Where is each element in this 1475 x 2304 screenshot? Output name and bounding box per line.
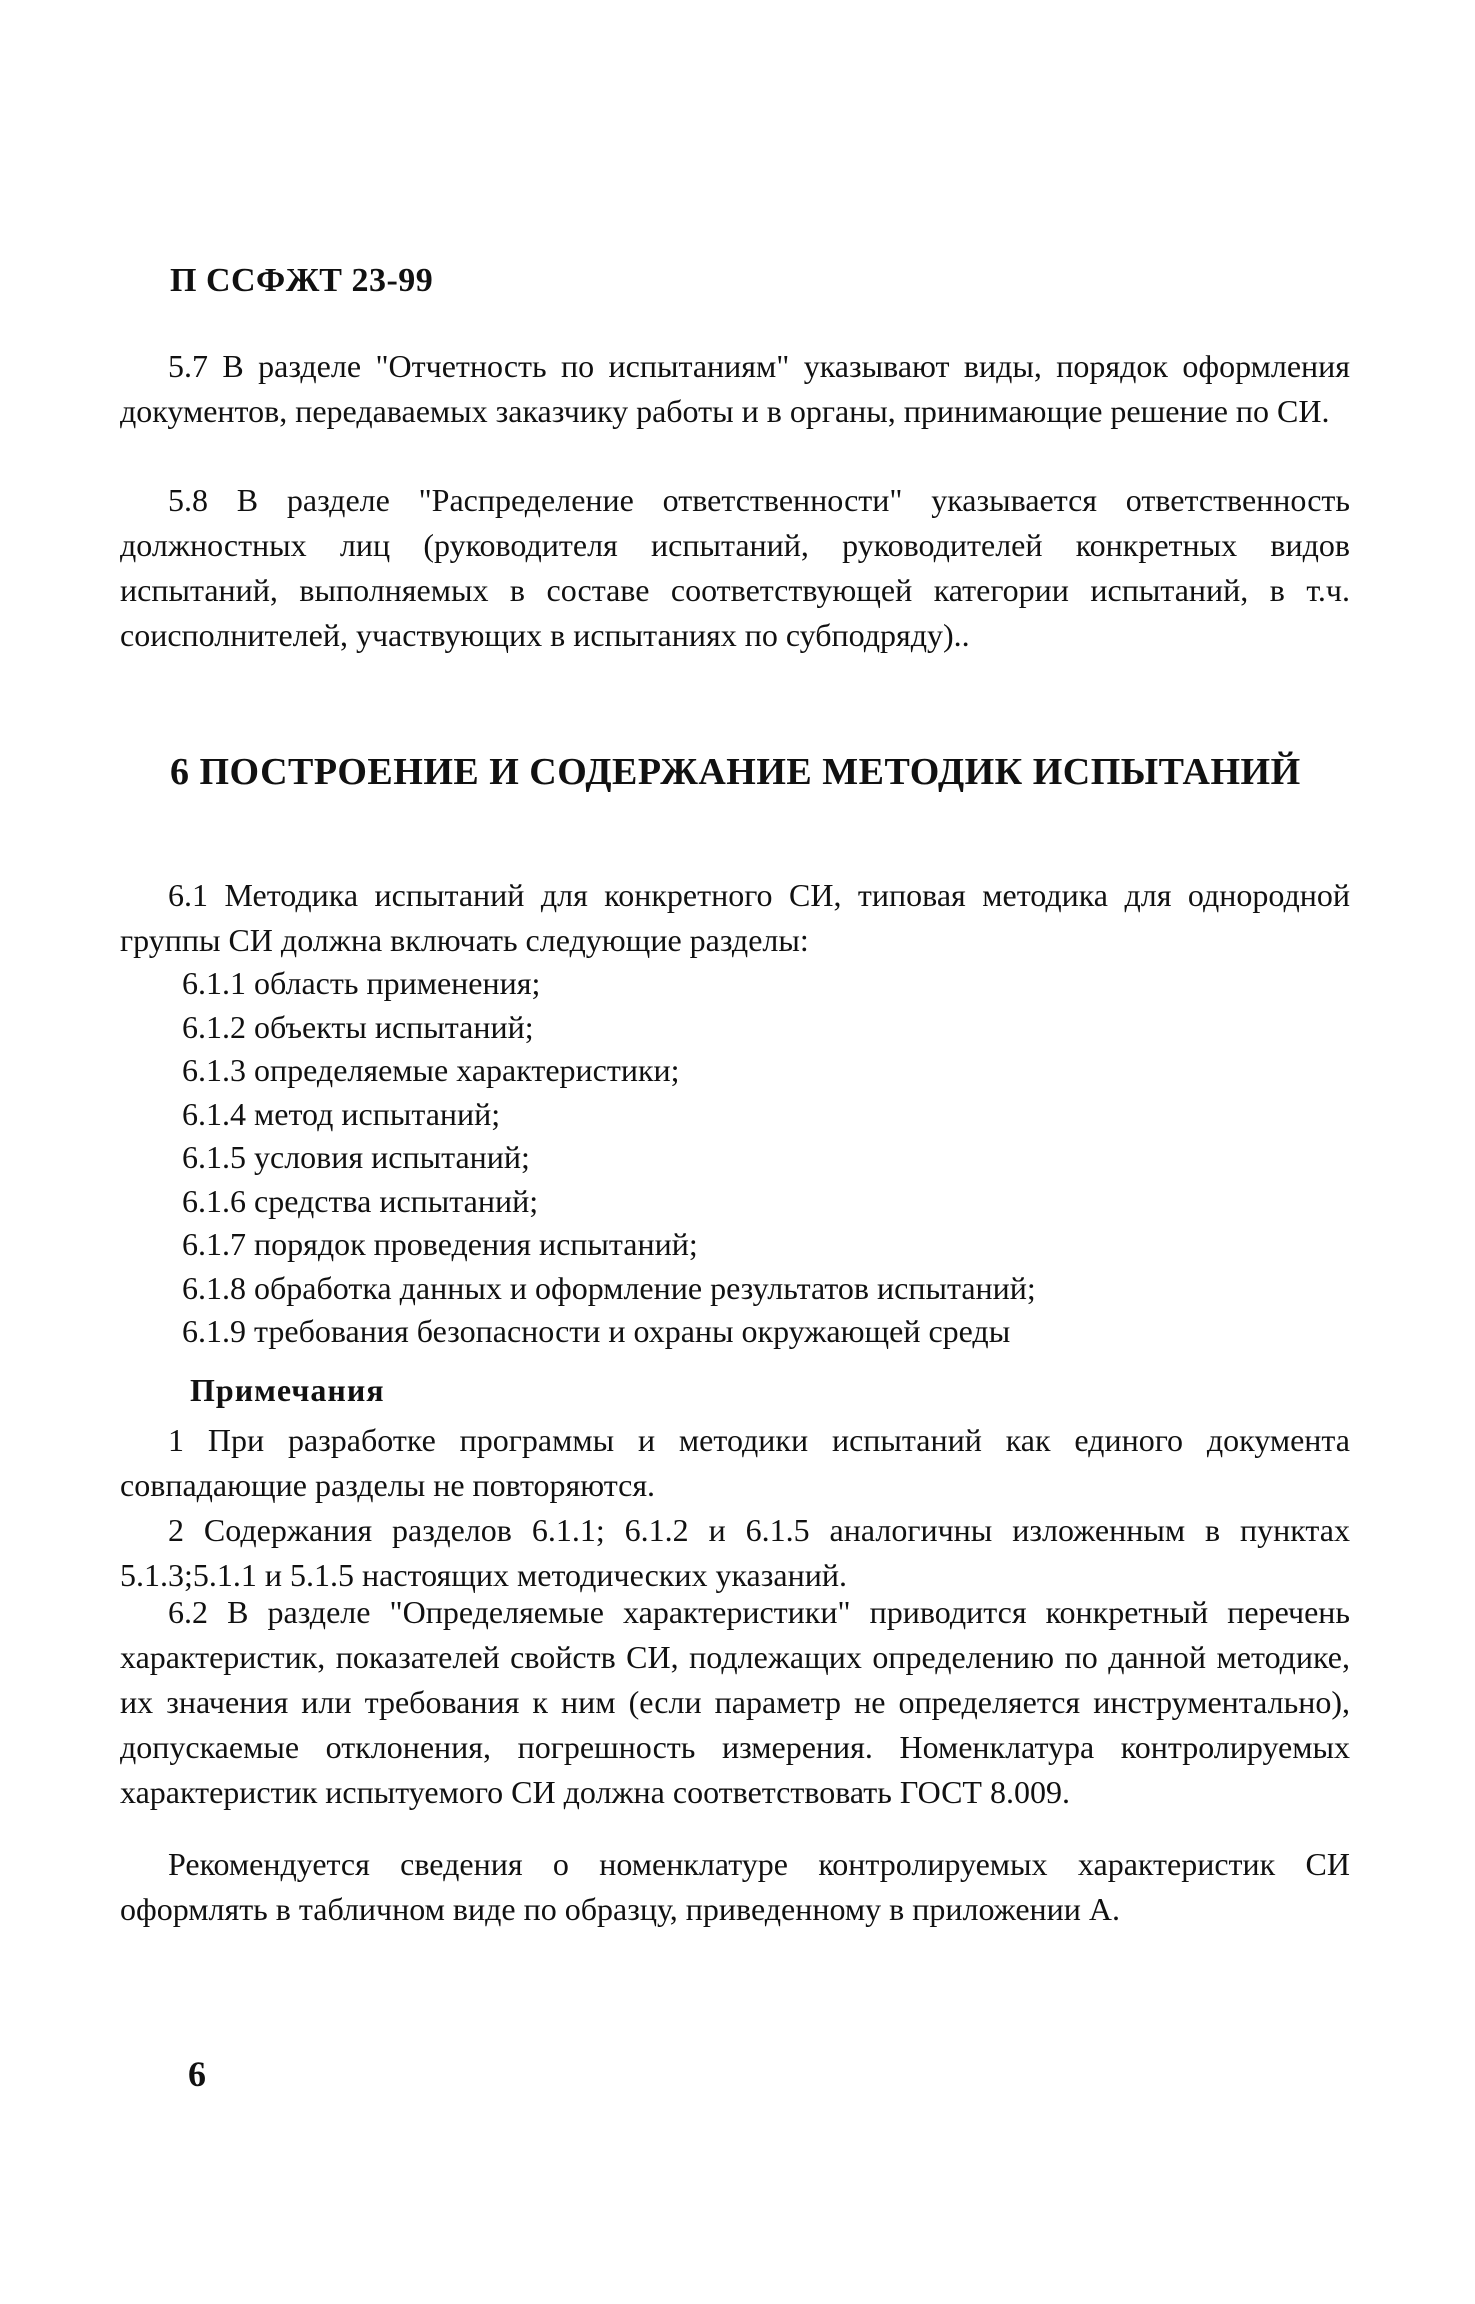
recommendation-text: Рекомендуется сведения о номенклатуре контролируемых характеристик СИ оформлять в табличном виде по образцу, приведенному в приложении А. — [120, 1846, 1350, 1927]
list-item: 6.1.1 область применения; — [182, 965, 541, 1001]
list-item: 6.1.4 метод испытаний; — [182, 1095, 501, 1132]
paragraph-6-1-text: 6.1 Методика испытаний для конкретного СИ, типовая методика для однородной группы СИ должна включать следующие разделы: — [120, 877, 1350, 958]
note-2 — [120, 1508, 1350, 1598]
notes-title: Примечания — [190, 1372, 385, 1408]
recommendation-paragraph — [120, 1842, 1350, 1932]
paragraph-5-7-text: 5.7 В разделе "Отчетность по испытаниям" указывают виды, порядок оформления документов, передаваемых заказчику работы и в органы, принимающие решение по СИ. — [120, 348, 1350, 429]
note-2-text: 2 Содержания разделов 6.1.1; 6.1.2 и 6.1.5 аналогичны изложенным в пунктах 5.1.3;5.1.1 и 5.1.5 настоящих методических указаний. — [120, 1512, 1350, 1593]
paragraph-5-8 — [120, 478, 1350, 658]
list-item: 6.1.6 средства испытаний; — [182, 1182, 539, 1219]
list-item: 6.1.5 условия испытаний; — [182, 1139, 530, 1175]
list-item: 6.1.8 обработка данных и оформление результатов испытаний; — [182, 1269, 1036, 1306]
paragraph-5-7 — [120, 344, 1350, 434]
section-6-heading: 6 ПОСТРОЕНИЕ И СОДЕРЖАНИЕ МЕТОДИК ИСПЫТАНИЙ — [170, 751, 1301, 793]
note-1 — [120, 1418, 1350, 1508]
paragraph-5-8-text: 5.8 В разделе "Распределение ответственности" указывается ответственность должностных лиц (руководителя испытаний, руководителей конкретных видов испытаний, выполняемых в составе соответствующей категории испытаний, в т.ч. соисполнителей, участвующих в испытаниях по субподряду).. — [120, 482, 1350, 653]
required-sections-list — [182, 962, 1036, 1354]
list-item: 6.1.2 объекты испытаний; — [182, 1008, 534, 1045]
page-number: 6 — [188, 2054, 206, 2094]
paragraph-6-1 — [120, 873, 1350, 963]
paragraph-6-2-text: 6.2 В разделе "Определяемые характеристики" приводится конкретный перечень характеристик, показателей свойств СИ, подлежащих определению по данной методике, их значения или требования к ним (если параметр не определяется инструментально), допускаемые отклонения, погрешность измерения. Номенклатура контролируемых характеристик испытуемого СИ должна соответствовать ГОСТ 8.009. — [120, 1594, 1350, 1810]
list-item: 6.1.7 порядок проведения испытаний; — [182, 1226, 698, 1262]
paragraph-6-2 — [120, 1590, 1350, 1815]
note-1-text: 1 При разработке программы и методики испытаний как единого документа совпадающие разделы не повторяются. — [120, 1422, 1350, 1503]
document-code-header: П ССФЖТ 23-99 — [170, 262, 434, 299]
list-item: 6.1.9 требования безопасности и охраны окружающей среды — [182, 1313, 1011, 1349]
list-item: 6.1.3 определяемые характеристики; — [182, 1052, 680, 1088]
